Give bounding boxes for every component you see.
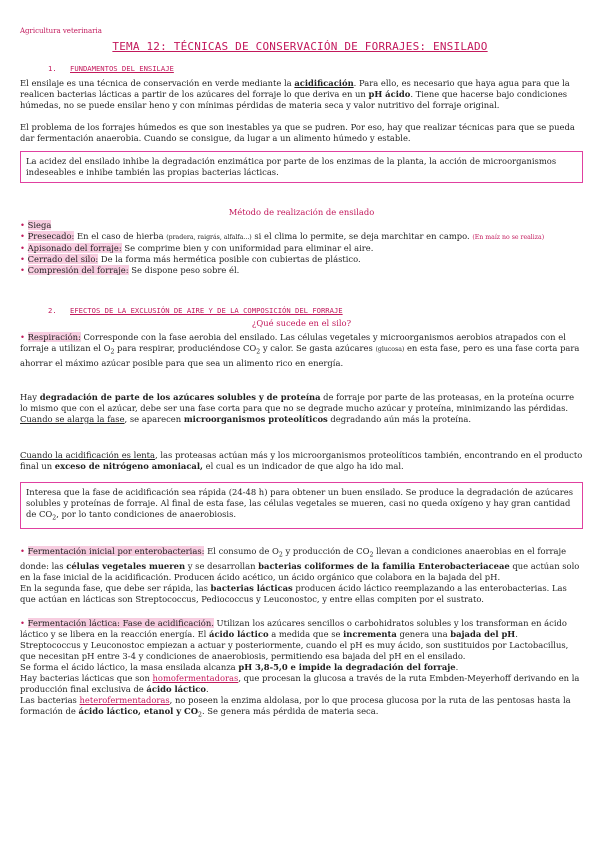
section-heading-2: 2. EFECTOS DE LA EXCLUSIÓN DE AIRE Y DE LA COMPOSICIÓN DEL FORRAJE <box>48 306 343 315</box>
intro-paragraph: El ensilaje es una técnica de conservación en verde mediante la acidificación. Para ello, es necesario que haya agua para que la realicen bacterias lácticas a partir de los azúcares del forraje lo que deriva en un pH ácido. Tiene que hacerse bajo condiciones húmedas, no se puede ensilar heno y con mínimas pérdidas de materia seca y valor nutritivo del forraje original. <box>20 78 570 110</box>
list-item: • Presecado: En el caso de hierba (pradera, raigrás, alfalfa...) si el clima lo permite, se deja marchitar en campo. (En maíz no se realiza) <box>20 231 583 243</box>
problem-paragraph: El problema de los forrajes húmedos es que son inestables ya que se pudren. Por eso, hay que realizar técnicas para que se pueda dar fermentación anaerobia. Cuando se consigue, da lugar a un alimento húmedo y estable. <box>20 122 575 143</box>
list-item: • Apisonado del forraje: Se comprime bien y con uniformidad para eliminar el aire. <box>20 243 583 254</box>
question-title: ¿Qué sucede en el silo? <box>251 318 352 328</box>
method-title: Método de realización de ensilado <box>228 207 375 217</box>
page-title: TEMA 12: TÉCNICAS DE CONSERVACIÓN DE FORRAJES: ENSILADO <box>112 40 488 53</box>
respiration-paragraph: • Respiración: Corresponde con la fase aerobia del ensilado. Las células vegetales y microorganismos aerobios atrapados con el forraje a utilizan el $O_2$ para respirar, produciéndose $CO_2$ y calor. Se gasta azúcares (glucosa) en esta fase, pero es una fase corta para ahorrar el máximo azúcar posible para que sea un alimento rico en energía. <box>20 332 580 368</box>
list-item: • Siega <box>20 220 583 231</box>
method-steps-list <box>20 220 583 276</box>
lactic-fermentation-paragraph: • Fermentación láctica: Fase de acidificación. Utilizan los azúcares sencillos o carbohidratos solubles y los transforman en ácido láctico y se libera en la reacción energía. El ácido láctico a medida que se incrementa genera una bajada del pH. Streptococcus y Leuconostoc empiezan a actuar y posteriormente, cuando el pH es muy ácido, son sustituidos por Lactobacillus, que necesitan pH entre 3-4 y condiciones de anaerobiosis, permitiendo esa bajada del pH en el ensilado. Se forma el ácido láctico, la masa ensilada alcanza pH 3,8-5,0 e impide la degradación del forraje. Hay bacterias lácticas que son homofermentadoras, que procesan la glucosa a través de la ruta Embden-Meyerhoff derivando en la producción final exclusiva de ácido láctico. Las bacterias heterofermentadoras, no poseen la enzima aldolasa, por lo que procesa glucosa por la ruta de las pentosas hasta la formación de ácido láctico, etanol y $CO_2$. Se genera más pérdida de materia seca. <box>20 618 580 719</box>
section-heading-1: 1. FUNDAMENTOS DEL ENSILAJE <box>48 64 174 73</box>
acidification-box: Interesa que la fase de acidificación sea rápida (24-48 h) para obtener un buen ensilado. Se produce la degradación de azúcares solubles y proteínas de forraje. Al final de esta fase, las células vegetales se mueren, casi no queda oxígeno y hay gran cantidad de $CO_2$, por lo tanto condiciones de anaerobiosis. <box>20 482 583 529</box>
list-item: • Cerrado del silo: De la forma más hermética posible con cubiertas de plástico. <box>20 254 583 265</box>
initial-fermentation-paragraph: • Fermentación inicial por enterobacterias: El consumo de $O_2$ y producción de $CO_2$ llevan a condiciones anaerobias en el forraje donde: las células vegetales mueren y se desarrollan bacterias coliformes de la familia Enterobacteriaceae que actúan solo en la fase inicial de la acidificación. Producen ácido acético, un ácido orgánico que colabora en la bajada del pH. En la segunda fase, que debe ser rápida, las bacterias lácticas producen ácido láctico reemplazando a las enterobacterias. Las que actúan en lácticas son Streptococcus, Pediococcus y Leuconostoc, y entre ellas compiten por el sustrato. <box>20 546 580 604</box>
list-item: • Compresión del forraje: Se dispone peso sobre él. <box>20 265 583 276</box>
degradation-paragraph: Hay degradación de parte de los azúcares solubles y de proteína de forraje por parte de las proteasas, en la proteína ocurre lo mismo que con el azúcar, debe ser una fase corta para que no se degrade mucho azúcar y proteína, minimizando las pérdidas. Cuando se alarga la fase, se aparecen microorganismos proteolíticos degradando aún más la proteína. <box>20 392 575 424</box>
acidity-box: La acidez del ensilado inhibe la degradación enzimática por parte de los enzimas de la planta, la acción de microorganismos indeseables e inhibe también las propias bacterias lácticas. <box>20 151 583 183</box>
acidification-paragraph: Cuando la acidificación es lenta, las proteasas actúan más y los microorganismos proteolíticos también, encontrando en el producto final un exceso de nitrógeno amoniacal, el cual es un indicador de que algo ha ido mal. <box>20 450 583 471</box>
header-note: Agricultura veterinaria <box>20 27 102 35</box>
